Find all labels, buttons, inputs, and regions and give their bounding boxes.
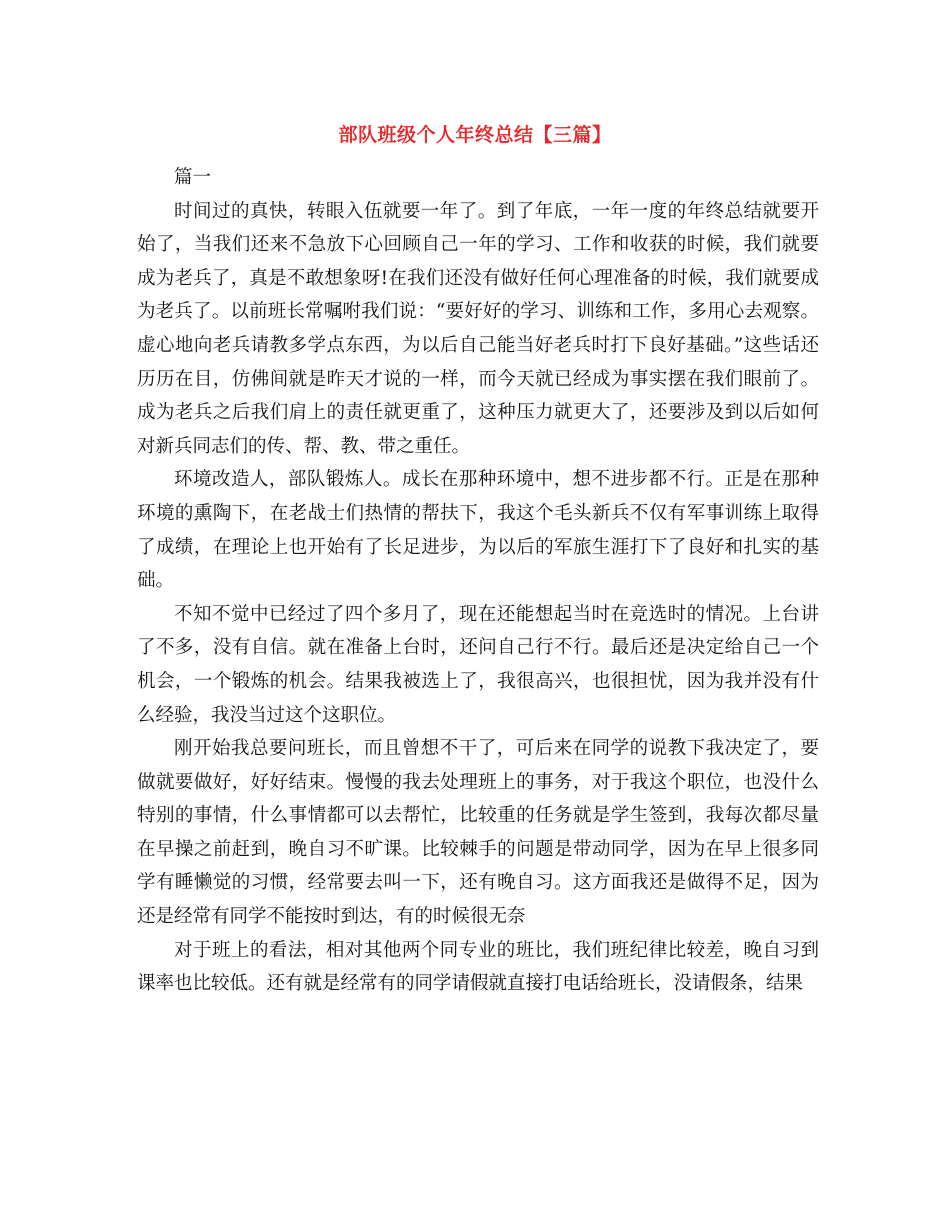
- document-body: [137, 161, 819, 1001]
- section-heading: 篇一: [174, 167, 212, 188]
- paragraph-3: 不知不觉中已经过了四个多月了，现在还能想起当时在竞选时的情况。上台讲了不多，没有自信。就在准备上台时，还问自己行不行。最后还是决定给自己一个机会，一个锻炼的机会。结果我被选上了，我很高兴，也很担忧，因为我并没有什么经验，我没当过这个这职位。: [137, 603, 819, 726]
- paragraph-2: 环境改造人，部队锻炼人。成长在那种环境中，想不进步都不行。正是在那种环境的熏陶下，在老战士们热情的帮扶下，我这个毛头新兵不仅有军事训练上取得了成绩，在理论上也开始有了长足进步，为以后的军旅生涯打下了良好和扎实的基础。: [137, 469, 819, 592]
- paragraph-5: 对于班上的看法，相对其他两个同专业的班比，我们班纪律比较差，晚自习到课率也比较低。还有就是经常有的同学请假就直接打电话给班长，没请假条，结果: [137, 939, 819, 995]
- paragraph-4: 刚开始我总要问班长，而且曾想不干了，可后来在同学的说教下我决定了，要做就要做好，好好结束。慢慢的我去处理班上的事务，对于我这个职位，也没什么特别的事情，什么事情都可以去帮忙，比较重的任务就是学生签到，我每次都尽量在早操之前赶到，晚自习不旷课。比较棘手的问题是带动同学，因为在早上很多同学有睡懒觉的习惯，经常要去叫一下，还有晚自习。这方面我还是做得不足，因为还是经常有同学不能按时到达，有的时候很无奈: [137, 738, 819, 928]
- paragraph-1: 时间过的真快，转眼入伍就要一年了。到了年底，一年一度的年终总结就要开始了，当我们还来不急放下心回顾自己一年的学习、工作和收获的时候，我们就要成为老兵了，真是不敢想象呀!在我们还没有做好任何心理准备的时候，我们就要成为老兵了。以前班长常嘱咐我们说：“要好好的学习、训练和工作，多用心去观察。虚心地向老兵请教多学点东西，为以后自己能当好老兵时打下良好基础。”这些话还历历在目，仿佛间就是昨天才说的一样，而今天就已经成为事实摆在我们眼前了。成为老兵之后我们肩上的责任就更重了，这种压力就更大了，还要涉及到以后如何对新兵同志们的传、帮、教、带之重任。: [137, 200, 819, 457]
- document-title: 部队班级个人年终总结【三篇】: [338, 124, 612, 146]
